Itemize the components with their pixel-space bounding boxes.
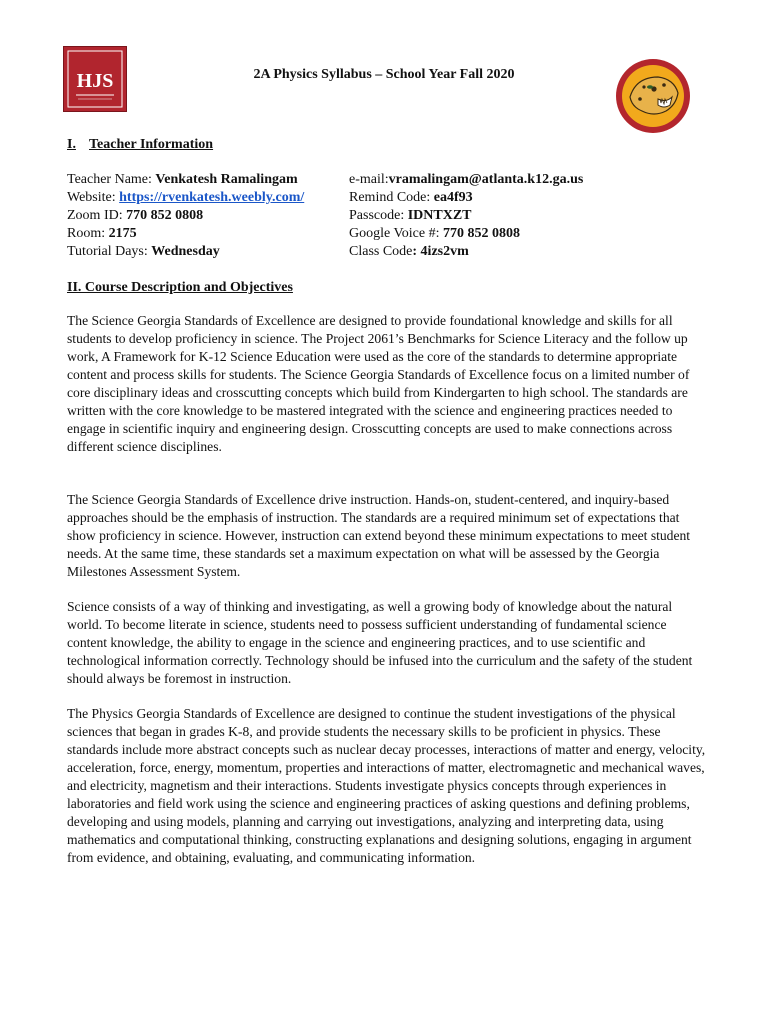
website-link[interactable]: https://rvenkatesh.weebly.com/ [119,190,305,205]
zoom-id-row: Zoom ID: 770 852 0808 [67,208,204,223]
paragraph-4: The Physics Georgia Standards of Excellence are designed to continue the student investigations of the physical sciences that began in grades K-8, and provide students the necessary skills to be proficient in physics. These standards include more abstract concepts such as nuclear decay processes, interactions of matter and energy, velocity, acceleration, force, energy, momentum, properties and interactions of matter, electromagnetic and mechanical waves, and electricity, magnetism and their interactions. Students investigate physics concepts through experiences in laboratories and field work using the science and engineering practices of asking questions and defining problems, developing and using models, planning and carrying out investigations, analyzing and interpreting data, using mathematics and computational thinking, constructing explanations and designing solutions, engaging in argument from evidence, and obtaining, evaluating, and communicating information. [67,706,706,865]
paragraph-3: Science consists of a way of thinking and investigating, as well a growing body of knowledge about the natural world. To become literate in science, students need to possess sufficient understanding of fundamental science content knowledge, the ability to engage in the science and engineering practices, and to use scientific and technological information correctly. Technology should be infused into the curriculum and the safety of the student should always be foremost in instruction. [67,599,693,686]
mascot-logo [614,57,692,135]
email-row: e-mail:vramalingam@atlanta.k12.ga.us [349,172,584,187]
jaguar-icon [614,57,692,135]
passcode-row: Passcode: IDNTXZT [349,208,472,223]
paragraph-1: The Science Georgia Standards of Excellence are designed to provide foundational knowledge and skills for all students to develop proficiency in science. The Project 2061’s Benchmarks for Science Literacy and the follow up work, A Framework for K-12 Science Education were used as the core of the standards to determine appropriate content and process skills for students. The Science Georgia Standards of Excellence focus on a limited number of core disciplinary ideas and crosscutting concepts which build from Kindergarten to high school. The standards are written with the core knowledge to be mastered integrated with the science and engineering practices needed to engage in scientific inquiry and engineering design. Crosscutting concepts are used to make connections across different science disciplines. [67,313,690,454]
google-voice-row: Google Voice #: 770 852 0808 [349,226,520,241]
section-heading-teacher-info: I. Teacher Information [67,137,214,152]
tutorial-days-row: Tutorial Days: Wednesday [67,244,220,259]
paragraph-2: The Science Georgia Standards of Excellence drive instruction. Hands-on, student-centered, and inquiry-based approaches should be the emphasis of instruction. The standards are a required minimum set of expectations that show proficiency in science. However, instruction can extend beyond these minimum expectations to meet student needs. At the same time, these standards set a maximum expectation on what will be assessed by the Georgia Milestones Assessment System. [67,492,691,579]
class-code-row: Class Code: 4izs2vm [349,244,469,259]
page-title: 2A Physics Syllabus – School Year Fall 2020 [253,67,515,82]
teacher-name-row: Teacher Name: Venkatesh Ramalingam [67,172,298,187]
room-row: Room: 2175 [67,226,137,241]
remind-code-row: Remind Code: ea4f93 [349,190,473,205]
section-heading-course-description: II. Course Description and Objectives [67,280,293,295]
svg-text:HJS: HJS [76,70,114,92]
website-row: Website: https://rvenkatesh.weebly.com/ [67,190,305,205]
